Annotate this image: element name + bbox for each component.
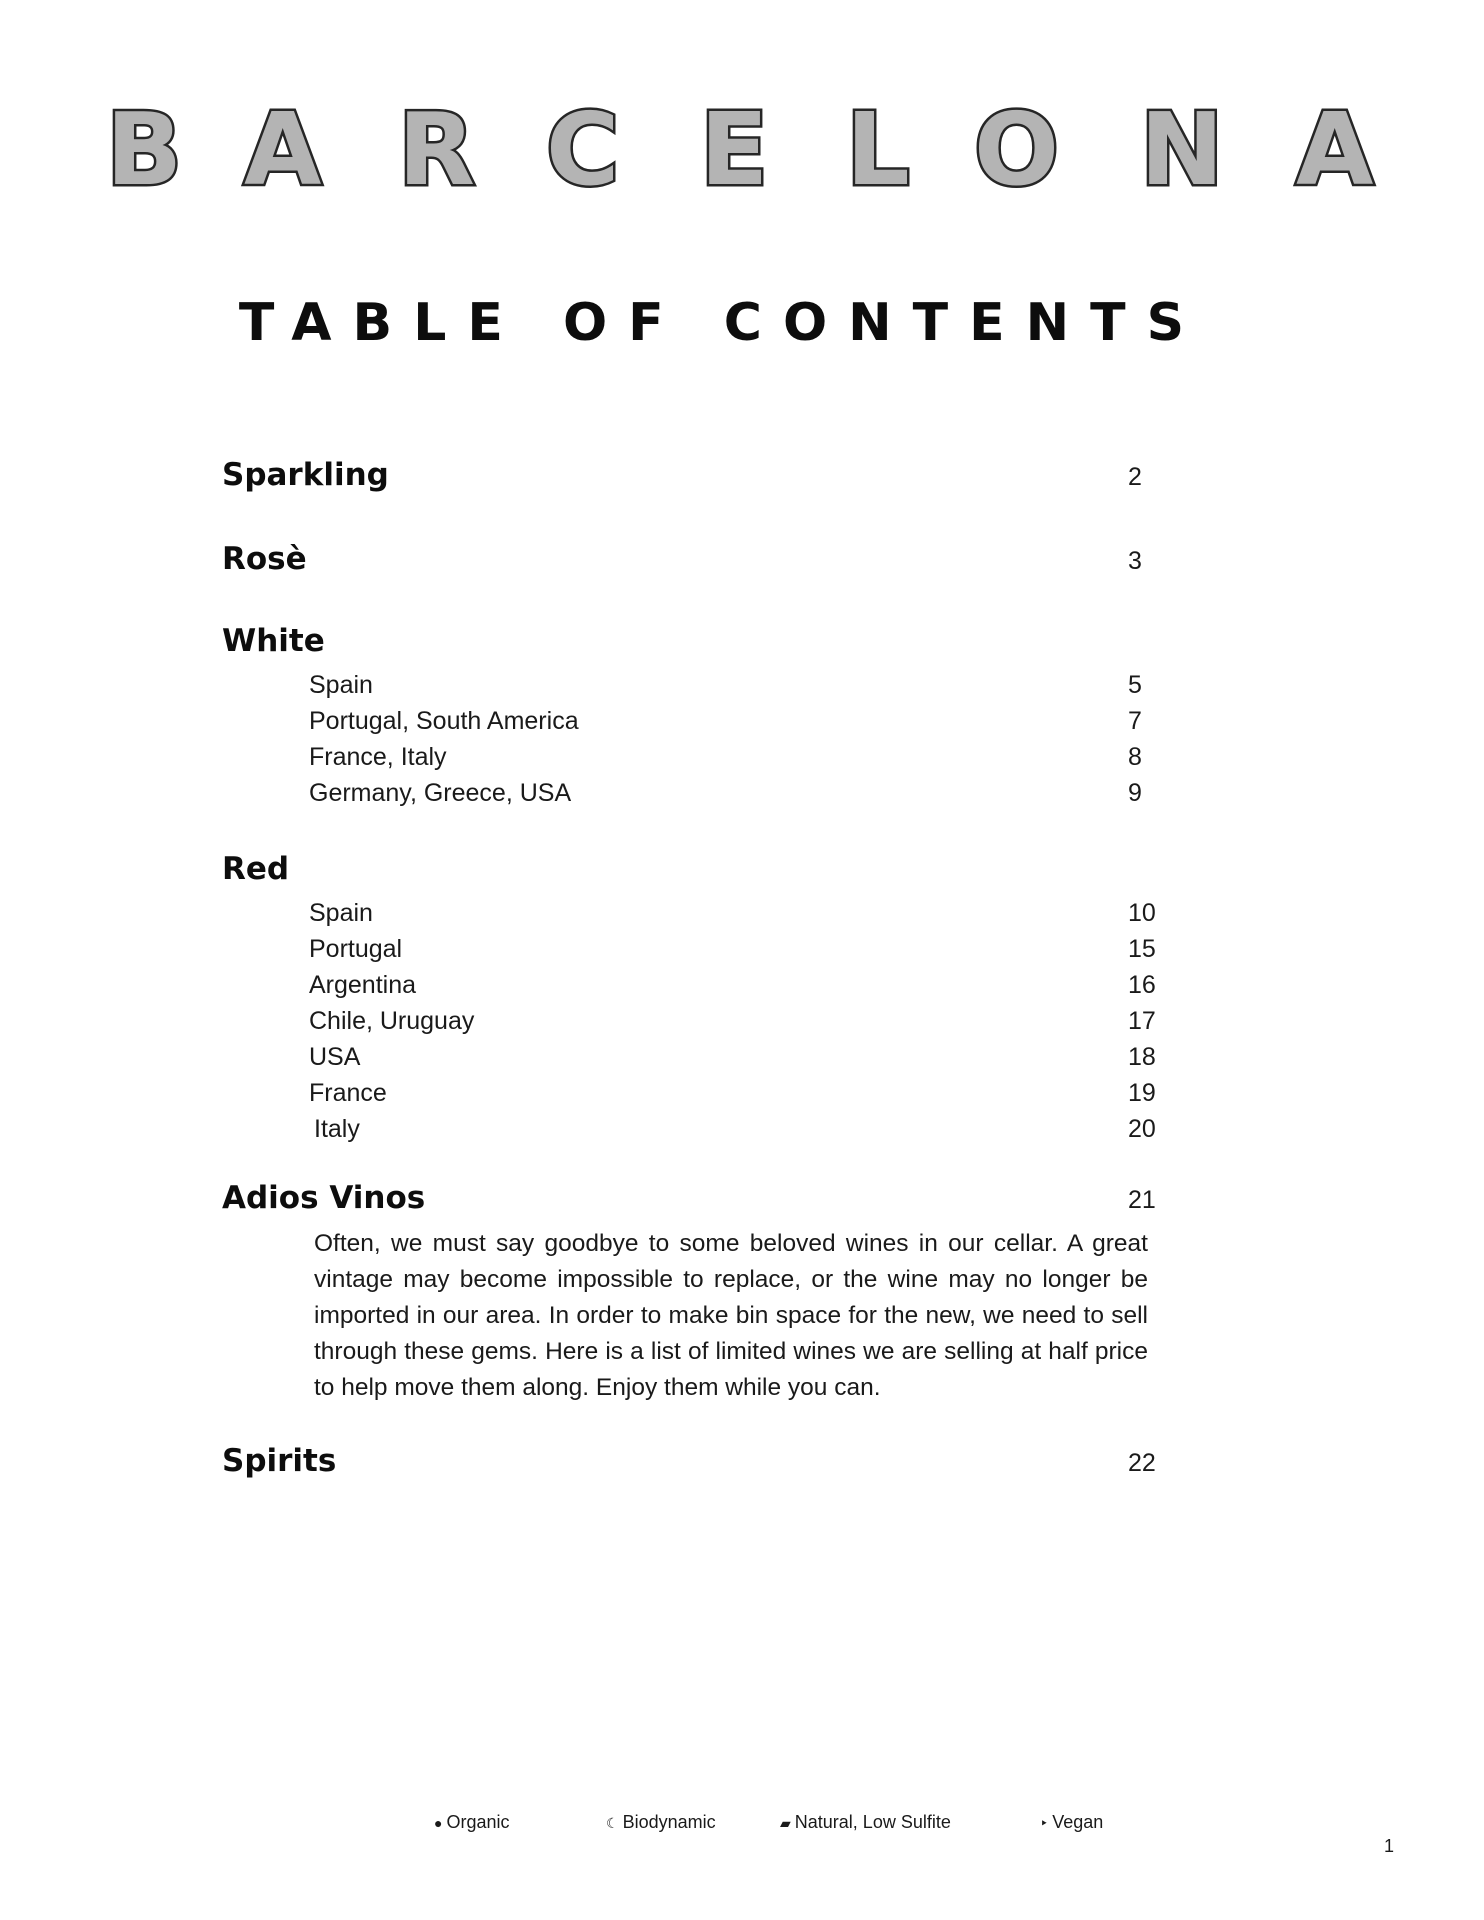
crescent-moon-icon: ☾ <box>606 1815 619 1831</box>
logo-letter: N <box>1140 91 1224 208</box>
legend-label: Biodynamic <box>622 1812 716 1832</box>
toc-section-rose[interactable]: Rosè <box>222 541 307 577</box>
toc-section-white[interactable]: White <box>222 623 325 659</box>
toc-item-red-usa[interactable]: USA <box>309 1043 361 1071</box>
toc-page-number: 15 <box>1128 935 1156 963</box>
toc-item-white-spain[interactable]: Spain <box>309 671 373 699</box>
toc-page-number: 7 <box>1128 707 1142 735</box>
toc-section-adios-vinos[interactable]: Adios Vinos <box>222 1180 426 1216</box>
toc-item-red-portugal[interactable]: Portugal <box>309 935 403 963</box>
logo-letter: B <box>106 91 183 208</box>
logo-letter: E <box>700 91 769 208</box>
organic-dot-icon: ● <box>434 1815 443 1831</box>
toc-page-number: 20 <box>1128 1115 1156 1143</box>
toc-item-white-france-italy[interactable]: France, Italy <box>309 743 447 771</box>
legend-organic <box>434 1810 510 1835</box>
toc-section-spirits[interactable]: Spirits <box>222 1443 337 1479</box>
toc-section-sparkling[interactable]: Sparkling <box>222 457 389 493</box>
legend-vegan <box>1040 1810 1103 1835</box>
leaf-icon: ▰ <box>780 1815 791 1831</box>
toc-page-number: 22 <box>1128 1449 1156 1477</box>
toc-item-white-portugal-south-america[interactable]: Portugal, South America <box>309 707 579 735</box>
toc-page-number: 17 <box>1128 1007 1156 1035</box>
logo-letter: A <box>244 91 322 208</box>
toc-page-number: 2 <box>1128 463 1142 491</box>
toc-page-number: 5 <box>1128 671 1142 699</box>
toc-page-number: 16 <box>1128 971 1156 999</box>
toc-section-red[interactable]: Red <box>222 851 290 887</box>
legend-biodynamic <box>606 1810 716 1835</box>
legend-label: Natural, Low Sulfite <box>794 1812 951 1832</box>
logo-letter: L <box>846 91 910 208</box>
toc-page-number: 18 <box>1128 1043 1156 1071</box>
toc-item-red-spain[interactable]: Spain <box>309 899 373 927</box>
vegan-triangle-icon: ‣ <box>1040 1815 1049 1831</box>
toc-page-number: 3 <box>1128 547 1142 575</box>
toc-item-red-chile-uruguay[interactable]: Chile, Uruguay <box>309 1007 475 1035</box>
toc-item-red-argentina[interactable]: Argentina <box>309 971 417 999</box>
logo-letter: A <box>1296 91 1374 208</box>
adios-vinos-description: Often, we must say goodbye to some beloved wines in our cellar. A great vintage may become impossible to replace, or the wine may no longer be imported in our area. In order to make bin space for the new, we need to sell through these gems. Here is a list of limited wines we are selling at half price to help move them along. Enjoy them while you can. <box>314 1230 1148 1401</box>
toc-item-red-italy[interactable]: Italy <box>314 1115 360 1143</box>
toc-page-number: 8 <box>1128 743 1142 771</box>
toc-page-number: 10 <box>1128 899 1156 927</box>
barcelona-logo <box>0 91 1484 208</box>
legend-label: Organic <box>446 1812 510 1832</box>
logo-letter: C <box>546 91 620 208</box>
toc-item-red-france[interactable]: France <box>309 1079 387 1107</box>
legend-natural-low-sulfite <box>780 1810 951 1835</box>
logo-letter: O <box>974 91 1060 208</box>
page-title: TABLE OF CONTENTS <box>238 293 1206 353</box>
toc-page-number: 9 <box>1128 779 1142 807</box>
toc-page-number: 19 <box>1128 1079 1156 1107</box>
toc-item-white-germany-greece-usa[interactable]: Germany, Greece, USA <box>309 779 572 807</box>
page-number: 1 <box>1384 1836 1395 1856</box>
toc-page-number: 21 <box>1128 1186 1156 1214</box>
legend-label: Vegan <box>1052 1812 1104 1832</box>
logo-letter: R <box>398 91 476 208</box>
